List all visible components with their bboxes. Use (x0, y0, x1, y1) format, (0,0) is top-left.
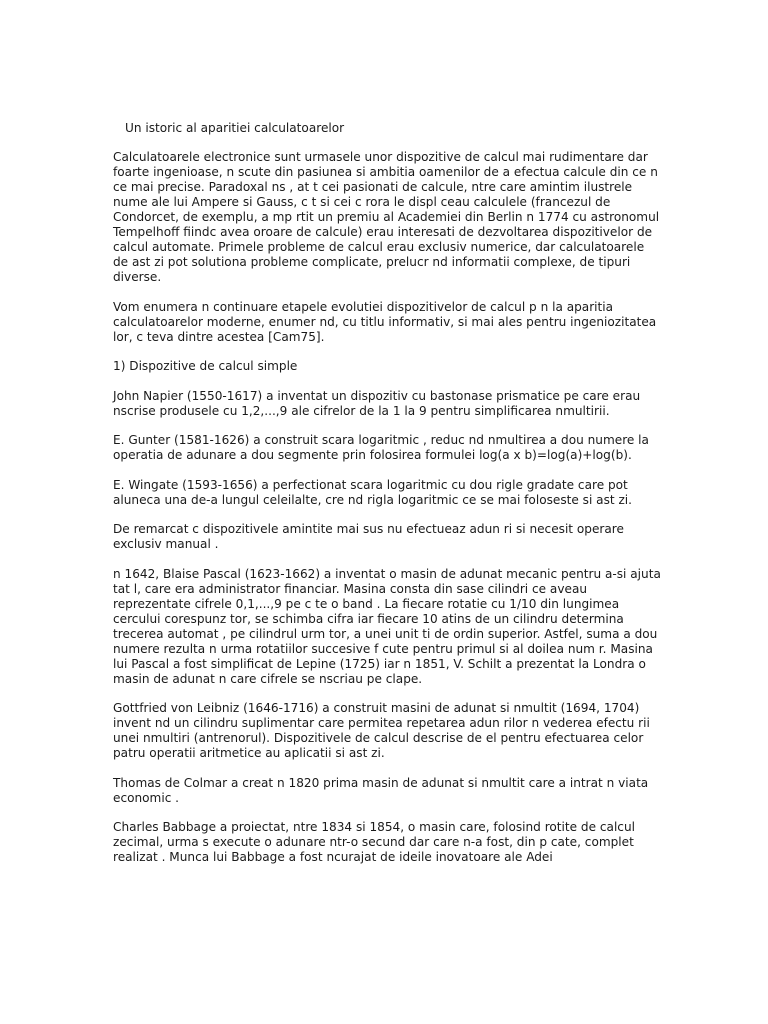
paragraph-gunter: E. Gunter (1581-1626) a construit scara logaritmic , reduc nd nmultirea a dou numere la operatia de adunare a dou segmente prin folosirea formulei log(a x b)=log(a)+log(b). (113, 433, 649, 462)
document-body (113, 121, 663, 880)
paragraph-intro: Calculatoarele electronice sunt urmasele unor dispozitive de calcul mai rudimentare dar foarte ingenioase, n scute din pasiunea si ambitia oamenilor de a efectua calcule din ce n ce mai precise. Paradoxal ns , at t cei pasionati de calcule, ntre care amintim ilustrele nume ale lui Ampere si Gauss, c t si cei c rora le displ ceau calculele (francezul de Condorcet, de exemplu, a mp rtit un premiu al Academiei din Berlin n 1774 cu astronomul Tempelhoff fiindc avea oroare de calcule) erau interesati de dezvoltarea dispozitivelor de calcul automate. Primele probleme de calcul erau exclusiv numerice, dar calculatoarele de ast zi pot solutiona probleme complicate, prelucr nd informatii complexe, de tipuri diverse. (113, 150, 660, 284)
paragraph-manual-operation: De remarcat c dispozitivele amintite mai sus nu efectueaz adun ri si necesit operare exclusiv manual . (113, 522, 624, 551)
paragraph-babbage: Charles Babbage a proiectat, ntre 1834 si 1854, o masin care, folosind rotite de calcul zecimal, urma s execute o adunare ntr-o secund dar care n-a fost, din p cate, complet realizat . Munca lui Babbage a fost ncurajat de ideile inovatoare ale Adei (113, 820, 635, 864)
paragraph-leibniz: Gottfried von Leibniz (1646-1716) a construit masini de adunat si nmultit (1694, 1704) invent nd un cilindru suplimentar care permitea repetarea adun rilor n vederea efectu rii unei nmultiri (antrenorul). Dispozitivele de calcul descrise de el pentru efectuarea celor patru operatii aritmetice au aplicatii si ast zi. (113, 701, 650, 760)
document-title: Un istoric al aparitiei calculatoarelor (125, 121, 345, 135)
paragraph-pascal: n 1642, Blaise Pascal (1623-1662) a inventat o masin de adunat mecanic pentru a-si ajuta tat l, care era administrator financiar. Masina consta din sase cilindri ce aveau reprezentate cifrele 0,1,...,9 pe c te o band . La fiecare rotatie cu 1/10 din lungimea cercului corespunz tor, se schimba cifra iar fiecare 10 atins de un cilindru determina trecerea automat , pe cilindrul urm tor, a unei unit ti de ordin superior. Astfel, suma a dou numere rezulta n urma rotatiilor succesive f cute pentru primul si al doilea num r. Masina lui Pascal a fost simplificat de Lepine (1725) iar n 1851, V. Schilt a prezentat la Londra o masin de adunat n care cifrele se nscriau pe clape. (113, 566, 661, 686)
paragraph-napier: John Napier (1550-1617) a inventat un dispozitiv cu bastonase prismatice pe care erau nscrise produsele cu 1,2,...,9 ale cifrelor de la 1 la 9 pentru simplificarea nmultirii. (113, 388, 641, 418)
section-heading-simple-devices: 1) Dispozitive de calcul simple (113, 359, 298, 373)
paragraph-wingate: E. Wingate (1593-1656) a perfectionat scara logaritmic cu dou rigle gradate care pot aluneca una de-a lungul celeilalte, cre nd rigla logaritmic ce se mai foloseste si ast zi. (113, 477, 633, 507)
paragraph-colmar: Thomas de Colmar a creat n 1820 prima masin de adunat si nmultit care a intrat n viata economic . (113, 775, 649, 805)
paragraph-enumeration: Vom enumera n continuare etapele evolutiei dispozitivelor de calcul p n la aparitia calculatoarelor moderne, enumer nd, cu titlu informativ, si mai ales pentru ingeniozitatea lor, c teva dintre acestea [Cam75]. (113, 299, 657, 344)
